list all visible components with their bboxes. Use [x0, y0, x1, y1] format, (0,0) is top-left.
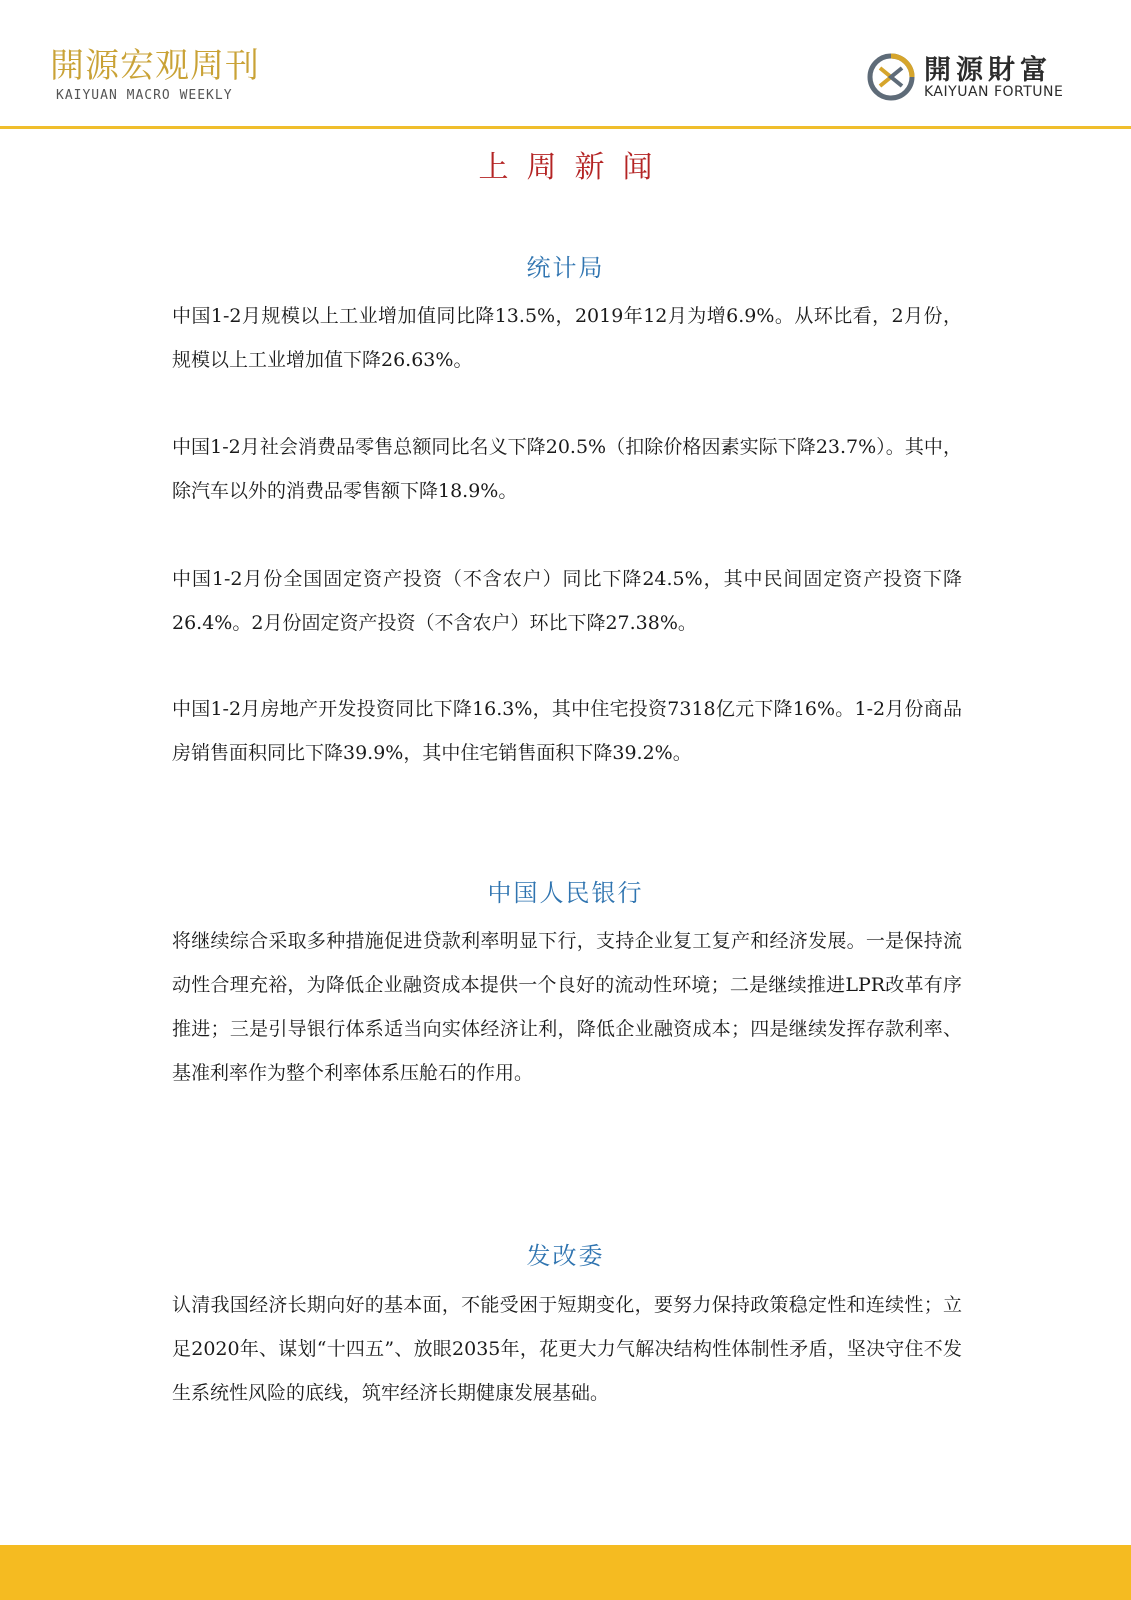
stats-paragraph-retail: 中国1-2月社会消费品零售总额同比名义下降20.5%（扣除价格因素实际下降23.7%）。其中，除汽车以外的消费品零售额下降18.9%。: [172, 436, 962, 502]
section-title-ndrc: 发改委: [526, 1242, 605, 1270]
logo-chinese-name: 開源財富: [924, 55, 1052, 86]
page-title: 上周新闻: [478, 150, 671, 185]
section-title-stats-bureau: 统计局: [526, 254, 605, 282]
kaiyuan-logo-icon: [866, 52, 916, 102]
brand-subtitle: KAIYUAN MACRO WEEKLY: [56, 88, 233, 103]
page-header: [0, 0, 1131, 130]
ndrc-paragraph: 认清我国经济长期向好的基本面，不能受困于短期变化，要努力保持政策稳定性和连续性；立足2020年、谋划“十四五”、放眼2035年，花更大力气解决结构性体制性矛盾，坚决守住不发生系统性风险的底线，筑牢经济长期健康发展基础。: [172, 1294, 962, 1404]
kaiyuan-fortune-logo: [866, 46, 1086, 108]
brand-title: 開源宏观周刊: [50, 46, 260, 86]
header-divider: [0, 126, 1131, 129]
logo-english-name: KAIYUAN FORTUNE: [924, 84, 1064, 100]
section-title-pboc: 中国人民银行: [487, 879, 644, 907]
stats-paragraph-industrial: 中国1-2月规模以上工业增加值同比降13.5%，2019年12月为增6.9%。从环比看，2月份，规模以上工业增加值下降26.63%。: [172, 305, 962, 371]
stats-paragraph-fixed-investment: 中国1-2月份全国固定资产投资（不含农户）同比下降24.5%，其中民间固定资产投资下降26.4%。2月份固定资产投资（不含农户）环比下降27.38%。: [172, 568, 962, 634]
footer-bar: [0, 1545, 1131, 1600]
stats-paragraph-real-estate: 中国1-2月房地产开发投资同比下降16.3%，其中住宅投资7318亿元下降16%。1-2月份商品房销售面积同比下降39.9%，其中住宅销售面积下降39.2%。: [172, 698, 962, 764]
pboc-paragraph: 将继续综合采取多种措施促进贷款利率明显下行，支持企业复工复产和经济发展。一是保持流动性合理充裕，为降低企业融资成本提供一个良好的流动性环境；二是继续推进LPR改革有序推进；三是引导银行体系适当向实体经济让利，降低企业融资成本；四是继续发挥存款利率、基准利率作为整个利率体系压舱石的作用。: [172, 930, 962, 1084]
